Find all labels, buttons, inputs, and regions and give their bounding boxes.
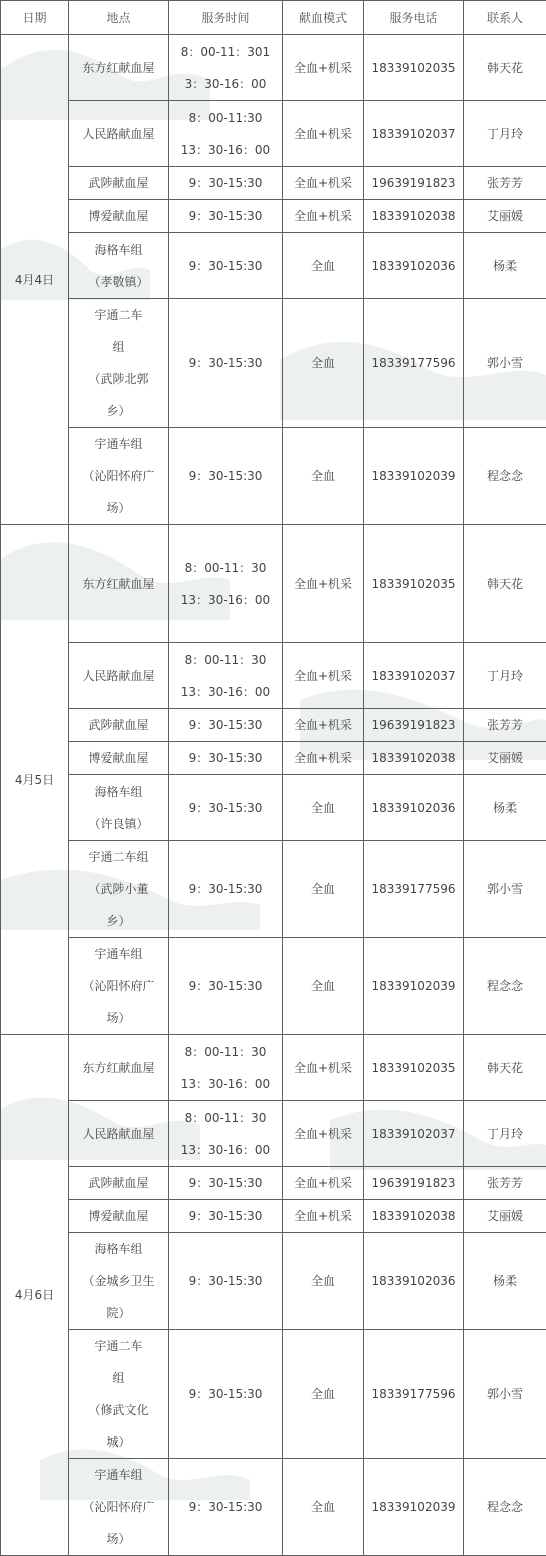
mode-cell: 全血	[283, 1459, 364, 1556]
place-cell-line: 武陟献血屋	[69, 1167, 168, 1199]
place-cell-line: 海格车组	[69, 776, 168, 808]
time-cell	[169, 1101, 283, 1167]
time-cell-line: 8：00-11：30	[169, 552, 282, 584]
table-row	[1, 1330, 546, 1459]
table-row	[1, 35, 546, 101]
date-cell: 4月5日	[1, 525, 69, 1035]
mode-cell: 全血+机采	[283, 101, 364, 167]
contact-cell: 张芳芳	[464, 1167, 546, 1200]
table-row	[1, 841, 546, 938]
place-cell-line: 院）	[69, 1297, 168, 1329]
contact-cell: 郭小雪	[464, 841, 546, 938]
mode-cell: 全血+机采	[283, 167, 364, 200]
time-cell-line: 3：30-16：00	[169, 68, 282, 100]
time-cell	[169, 1200, 283, 1233]
time-cell-line: 13：30-16：00	[169, 1068, 282, 1100]
time-cell-line: 8：00-11：30	[169, 644, 282, 676]
mode-cell: 全血+机采	[283, 1035, 364, 1101]
phone-cell: 18339102039	[364, 938, 464, 1035]
place-cell-line: （武陟北郭	[69, 363, 168, 395]
contact-cell: 艾丽媛	[464, 200, 546, 233]
contact-cell: 程念念	[464, 938, 546, 1035]
mode-cell: 全血+机采	[283, 709, 364, 742]
time-cell-line: 13：30-16：00	[169, 1134, 282, 1166]
place-cell-line: （金城乡卫生	[69, 1265, 168, 1297]
phone-cell: 18339102038	[364, 742, 464, 775]
table-row	[1, 299, 546, 428]
time-cell	[169, 742, 283, 775]
time-cell-line: 9：30-15:30	[169, 1200, 282, 1232]
table-row	[1, 101, 546, 167]
header-time: 服务时间	[169, 1, 283, 35]
place-cell-line: 博爱献血屋	[69, 1200, 168, 1232]
table-row	[1, 709, 546, 742]
place-cell-line: 海格车组	[69, 1233, 168, 1265]
mode-cell: 全血+机采	[283, 525, 364, 643]
contact-cell: 程念念	[464, 1459, 546, 1556]
place-cell-line: 宇通车组	[69, 1459, 168, 1491]
contact-cell: 丁月玲	[464, 643, 546, 709]
time-cell	[169, 775, 283, 841]
time-cell	[169, 1167, 283, 1200]
time-cell-line: 8：00-11：30	[169, 1036, 282, 1068]
place-cell-line: （许良镇）	[69, 808, 168, 840]
place-cell-line: 宇通二车	[69, 299, 168, 331]
time-cell-line: 8：00-11：301	[169, 36, 282, 68]
place-cell	[69, 1233, 169, 1330]
place-cell	[69, 1101, 169, 1167]
contact-cell: 张芳芳	[464, 167, 546, 200]
place-cell-line: （沁阳怀府广	[69, 970, 168, 1002]
place-cell-line: 武陟献血屋	[69, 167, 168, 199]
table-row	[1, 200, 546, 233]
place-cell	[69, 299, 169, 428]
time-cell-line: 13：30-16：00	[169, 134, 282, 166]
place-cell	[69, 200, 169, 233]
time-cell	[169, 101, 283, 167]
mode-cell: 全血+机采	[283, 1101, 364, 1167]
place-cell-line: 场）	[69, 1002, 168, 1034]
place-cell-line: （沁阳怀府广	[69, 1491, 168, 1523]
time-cell-line: 9：30-15:30	[169, 1378, 282, 1410]
time-cell-line: 9：30-15:30	[169, 742, 282, 774]
contact-cell: 艾丽媛	[464, 1200, 546, 1233]
mode-cell: 全血	[283, 1233, 364, 1330]
time-cell-line: 9：30-15:30	[169, 792, 282, 824]
mode-cell: 全血	[283, 1330, 364, 1459]
place-cell	[69, 643, 169, 709]
mode-cell: 全血	[283, 233, 364, 299]
place-cell-line: 东方红献血屋	[69, 1052, 168, 1084]
place-cell-line: 武陟献血屋	[69, 709, 168, 741]
time-cell	[169, 1459, 283, 1556]
place-cell	[69, 1167, 169, 1200]
table-header-row	[1, 1, 546, 35]
place-cell	[69, 841, 169, 938]
place-cell-line: 东方红献血屋	[69, 568, 168, 600]
time-cell	[169, 428, 283, 525]
time-cell	[169, 938, 283, 1035]
table-row	[1, 167, 546, 200]
place-cell	[69, 709, 169, 742]
place-cell	[69, 938, 169, 1035]
place-cell-line: 组	[69, 331, 168, 363]
time-cell	[169, 35, 283, 101]
contact-cell: 杨柔	[464, 1233, 546, 1330]
phone-cell: 18339102036	[364, 233, 464, 299]
phone-cell: 18339102038	[364, 1200, 464, 1233]
contact-cell: 艾丽媛	[464, 742, 546, 775]
time-cell	[169, 1035, 283, 1101]
time-cell-line: 9：30-15:30	[169, 970, 282, 1002]
table-row	[1, 1101, 546, 1167]
phone-cell: 18339102039	[364, 428, 464, 525]
table-row	[1, 525, 546, 643]
time-cell-line: 9：30-15:30	[169, 1491, 282, 1523]
phone-cell: 18339102037	[364, 101, 464, 167]
mode-cell: 全血+机采	[283, 200, 364, 233]
table-row	[1, 428, 546, 525]
time-cell-line: 9：30-15:30	[169, 250, 282, 282]
place-cell-line: 海格车组	[69, 234, 168, 266]
time-cell-line: 13：30-16：00	[169, 584, 282, 616]
mode-cell: 全血+机采	[283, 643, 364, 709]
header-phone: 服务电话	[364, 1, 464, 35]
place-cell-line: 宇通车组	[69, 428, 168, 460]
place-cell	[69, 233, 169, 299]
place-cell-line: 场）	[69, 1523, 168, 1555]
place-cell-line: 人民路献血屋	[69, 660, 168, 692]
contact-cell: 丁月玲	[464, 1101, 546, 1167]
time-cell	[169, 1330, 283, 1459]
time-cell	[169, 299, 283, 428]
place-cell-line: 博爱献血屋	[69, 200, 168, 232]
table-row	[1, 742, 546, 775]
place-cell	[69, 35, 169, 101]
phone-cell: 18339102036	[364, 775, 464, 841]
place-cell	[69, 775, 169, 841]
place-cell-line: 宇通二车	[69, 1330, 168, 1362]
table-row	[1, 1167, 546, 1200]
header-mode: 献血模式	[283, 1, 364, 35]
place-cell-line: 宇通车组	[69, 938, 168, 970]
mode-cell: 全血+机采	[283, 1200, 364, 1233]
place-cell-line: 乡）	[69, 905, 168, 937]
table-row	[1, 1459, 546, 1556]
date-cell: 4月6日	[1, 1035, 69, 1556]
table-row	[1, 233, 546, 299]
mode-cell: 全血	[283, 938, 364, 1035]
time-cell	[169, 525, 283, 643]
phone-cell: 18339102039	[364, 1459, 464, 1556]
table-row	[1, 1035, 546, 1101]
phone-cell: 18339102035	[364, 525, 464, 643]
phone-cell: 18339102035	[364, 35, 464, 101]
table-row	[1, 775, 546, 841]
time-cell-line: 9：30-15:30	[169, 347, 282, 379]
time-cell-line: 9：30-15:30	[169, 709, 282, 741]
place-cell	[69, 742, 169, 775]
time-cell-line: 9：30-15:30	[169, 460, 282, 492]
place-cell	[69, 525, 169, 643]
contact-cell: 韩天花	[464, 35, 546, 101]
place-cell-line: 博爱献血屋	[69, 742, 168, 774]
phone-cell: 18339177596	[364, 841, 464, 938]
time-cell-line: 9：30-15:30	[169, 200, 282, 232]
place-cell-line: （孝敬镇）	[69, 266, 168, 298]
time-cell	[169, 709, 283, 742]
place-cell	[69, 1200, 169, 1233]
time-cell	[169, 1233, 283, 1330]
contact-cell: 郭小雪	[464, 1330, 546, 1459]
time-cell	[169, 643, 283, 709]
phone-cell: 18339102037	[364, 1101, 464, 1167]
contact-cell: 杨柔	[464, 233, 546, 299]
time-cell	[169, 233, 283, 299]
phone-cell: 19639191823	[364, 709, 464, 742]
place-cell-line: 组	[69, 1362, 168, 1394]
mode-cell: 全血+机采	[283, 35, 364, 101]
mode-cell: 全血	[283, 428, 364, 525]
phone-cell: 18339102038	[364, 200, 464, 233]
table-body	[1, 35, 546, 1556]
place-cell-line: 城）	[69, 1426, 168, 1458]
time-cell	[169, 167, 283, 200]
time-cell-line: 9：30-15:30	[169, 1265, 282, 1297]
phone-cell: 18339177596	[364, 1330, 464, 1459]
place-cell-line: 场）	[69, 492, 168, 524]
phone-cell: 18339102036	[364, 1233, 464, 1330]
place-cell-line: （沁阳怀府广	[69, 460, 168, 492]
time-cell-line: 8：00-11:30	[169, 102, 282, 134]
header-date: 日期	[1, 1, 69, 35]
contact-cell: 丁月玲	[464, 101, 546, 167]
mode-cell: 全血+机采	[283, 742, 364, 775]
contact-cell: 韩天花	[464, 1035, 546, 1101]
table-row	[1, 1200, 546, 1233]
place-cell-line: （武陟小董	[69, 873, 168, 905]
place-cell	[69, 1035, 169, 1101]
contact-cell: 程念念	[464, 428, 546, 525]
place-cell	[69, 1330, 169, 1459]
header-place: 地点	[69, 1, 169, 35]
time-cell-line: 9：30-15:30	[169, 167, 282, 199]
table-row	[1, 938, 546, 1035]
phone-cell: 19639191823	[364, 1167, 464, 1200]
date-cell: 4月4日	[1, 35, 69, 525]
place-cell-line: 人民路献血屋	[69, 118, 168, 150]
time-cell-line: 9：30-15:30	[169, 1167, 282, 1199]
place-cell	[69, 101, 169, 167]
phone-cell: 19639191823	[364, 167, 464, 200]
contact-cell: 韩天花	[464, 525, 546, 643]
phone-cell: 18339102037	[364, 643, 464, 709]
table-row	[1, 1233, 546, 1330]
mode-cell: 全血	[283, 775, 364, 841]
time-cell-line: 9：30-15:30	[169, 873, 282, 905]
time-cell	[169, 841, 283, 938]
place-cell	[69, 1459, 169, 1556]
mode-cell: 全血+机采	[283, 1167, 364, 1200]
mode-cell: 全血	[283, 841, 364, 938]
place-cell-line: 东方红献血屋	[69, 52, 168, 84]
place-cell-line: （修武文化	[69, 1394, 168, 1426]
phone-cell: 18339102035	[364, 1035, 464, 1101]
time-cell-line: 13：30-16：00	[169, 676, 282, 708]
place-cell	[69, 167, 169, 200]
table-row	[1, 643, 546, 709]
contact-cell: 郭小雪	[464, 299, 546, 428]
place-cell-line: 人民路献血屋	[69, 1118, 168, 1150]
phone-cell: 18339177596	[364, 299, 464, 428]
place-cell-line: 宇通二车组	[69, 841, 168, 873]
place-cell	[69, 428, 169, 525]
header-contact: 联系人	[464, 1, 546, 35]
contact-cell: 杨柔	[464, 775, 546, 841]
mode-cell: 全血	[283, 299, 364, 428]
place-cell-line: 乡）	[69, 395, 168, 427]
contact-cell: 张芳芳	[464, 709, 546, 742]
time-cell	[169, 200, 283, 233]
time-cell-line: 8：00-11：30	[169, 1102, 282, 1134]
